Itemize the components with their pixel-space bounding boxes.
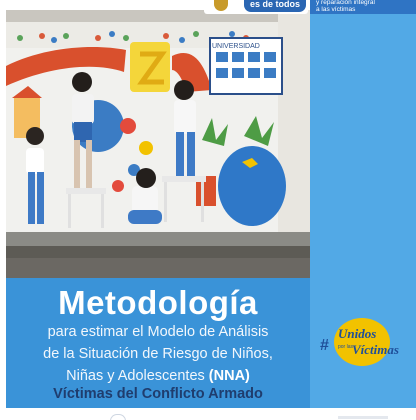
school-sign: UNIVERSIDAD	[212, 43, 260, 50]
por-las-text: por las	[338, 344, 354, 350]
cover-photo	[6, 0, 310, 278]
government-logo	[204, 0, 308, 14]
bottom-logo-bar	[338, 416, 388, 419]
bottom-strip	[0, 408, 416, 420]
coat-of-arms-icon	[214, 0, 228, 11]
government-slogan: es de todos	[244, 0, 306, 12]
victimas-text: Víctimas	[352, 342, 399, 357]
subtitle-line-1: para estimar el Modelo de Análisis	[47, 324, 269, 340]
subtitle-acronym: (NNA)	[208, 368, 250, 384]
unit-line-2: a las víctimas	[316, 5, 356, 13]
unit-line-1: y reparación integral	[316, 0, 375, 6]
subtitle-line-3-text: Niñas y Adolescentes	[66, 368, 209, 384]
unidos-text: Unidos	[338, 326, 377, 341]
hashtag-text: #	[320, 337, 329, 354]
unidos-por-las-victimas-logo	[318, 314, 408, 370]
bottom-logo-icon	[110, 414, 126, 420]
subtitle-line-2: de la Situación de Riesgo de Niños,	[43, 346, 273, 362]
document-title: Metodología	[58, 284, 258, 321]
subtitle-line-3	[6, 368, 310, 384]
title-block	[6, 278, 310, 408]
victims-unit-logo	[310, 0, 416, 14]
subtitle-line-4: Víctimas del Conflicto Armado	[53, 386, 263, 402]
